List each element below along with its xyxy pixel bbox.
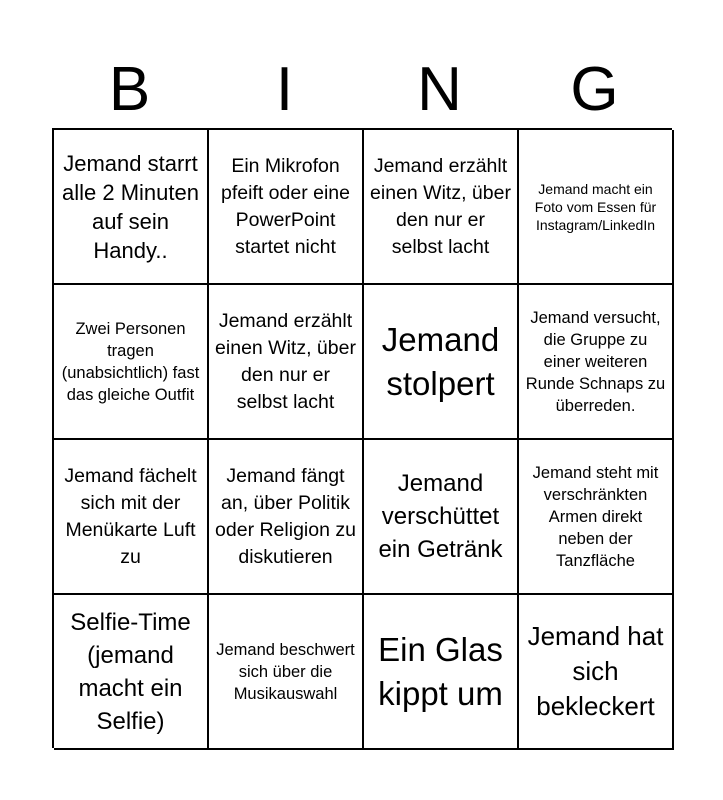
bingo-cell-15[interactable]	[364, 595, 519, 750]
bingo-cell-13[interactable]	[54, 595, 209, 750]
bingo-cell-10[interactable]	[209, 440, 364, 595]
bingo-cell-8[interactable]	[519, 285, 674, 440]
header-letter-g: G	[570, 55, 619, 124]
bingo-cell-4[interactable]	[519, 130, 674, 285]
header-letter-b: B	[108, 55, 151, 124]
bingo-cell-text: Jemand fängt an, über Politik oder Religion zu diskutieren	[215, 464, 356, 568]
bingo-cell-text: Ein Glas kippt um	[378, 630, 503, 712]
bingo-cell-7[interactable]	[364, 285, 519, 440]
bingo-cell-text: Jemand versucht, die Gruppe zu einer weiteren Runde Schnaps zu überreden.	[525, 308, 666, 415]
bingo-cell-text: Jemand steht mit verschränkten Armen direkt neben der Tanzfläche	[532, 463, 659, 570]
bingo-cell-text: Jemand beschwert sich über die Musikauswahl	[216, 640, 355, 703]
bingo-cell-16[interactable]	[519, 595, 674, 750]
bingo-cell-text: Jemand starrt alle 2 Minuten auf sein Handy..	[62, 150, 199, 263]
bingo-cell-11[interactable]	[364, 440, 519, 595]
bingo-cell-text: Jemand verschüttet ein Getränk	[378, 470, 503, 563]
bingo-cell-2[interactable]	[209, 130, 364, 285]
bingo-cell-text: Jemand erzählt einen Witz, über den nur er selbst lacht	[370, 154, 511, 258]
bingo-cell-text: Jemand fächelt sich mit der Menükarte Luft zu	[64, 464, 197, 568]
header-letter-i: I	[275, 55, 294, 124]
bingo-cell-6[interactable]	[209, 285, 364, 440]
bingo-cell-1[interactable]	[54, 130, 209, 285]
bingo-cell-text: Selfie-Time (jemand macht ein Selfie)	[70, 608, 191, 735]
bingo-cell-text: Jemand hat sich bekleckert	[527, 621, 664, 721]
bingo-header	[52, 52, 672, 128]
bingo-cell-9[interactable]	[54, 440, 209, 595]
bingo-cell-12[interactable]	[519, 440, 674, 595]
bingo-cell-text: Jemand macht ein Foto vom Essen für Instagram/LinkedIn	[534, 180, 657, 233]
bingo-cell-text: Zwei Personen tragen (unabsichtlich) fast das gleiche Outfit	[61, 319, 200, 404]
header-letter-n: N	[417, 55, 462, 124]
bingo-cell-3[interactable]	[364, 130, 519, 285]
bingo-cell-text: Jemand stolpert	[381, 320, 500, 402]
bingo-cell-text: Jemand erzählt einen Witz, über den nur er selbst lacht	[215, 309, 356, 413]
bingo-cell-5[interactable]	[54, 285, 209, 440]
bingo-cell-14[interactable]	[209, 595, 364, 750]
bingo-grid	[52, 128, 672, 748]
bingo-cell-text: Ein Mikrofon pfeift oder eine PowerPoint startet nicht	[220, 154, 350, 258]
